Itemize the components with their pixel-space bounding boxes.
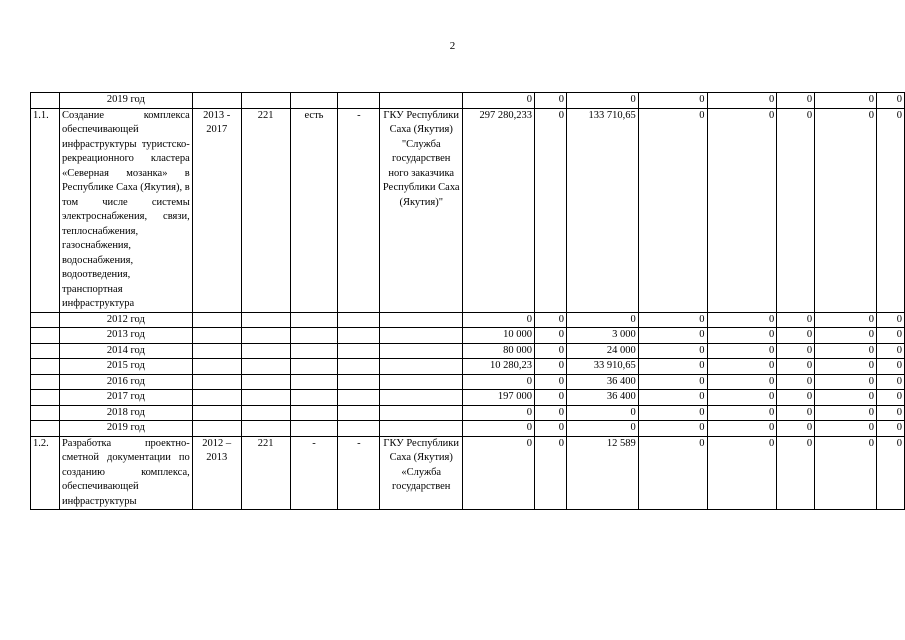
item-doc-status: есть [290,108,338,312]
empty-cell [241,343,290,359]
item-code: 221 [241,436,290,510]
value-cell: 0 [566,421,638,437]
empty-cell [290,405,338,421]
num-cell [31,374,60,390]
value-cell: 0 [707,359,777,375]
value-cell: 0 [535,108,567,312]
empty-cell [241,312,290,328]
value-cell: 0 [638,343,707,359]
year-row [31,390,905,406]
item-period: 2013 - 2017 [192,108,241,312]
value-cell: 0 [707,328,777,344]
empty-cell [338,390,380,406]
year-row [31,359,905,375]
year-row [31,312,905,328]
empty-cell [290,374,338,390]
value-cell: 0 [463,374,535,390]
num-cell [31,328,60,344]
value-cell: 0 [815,312,877,328]
value-cell: 0 [815,328,877,344]
empty-cell [192,390,241,406]
value-cell: 0 [876,343,904,359]
value-cell: 0 [707,93,777,109]
empty-cell [338,421,380,437]
empty-cell [290,328,338,344]
empty-cell [241,359,290,375]
value-cell: 0 [463,312,535,328]
value-cell: 0 [535,421,567,437]
value-cell: 0 [535,343,567,359]
empty-cell [192,421,241,437]
empty-cell [241,405,290,421]
year-cell: 2012 год [59,312,192,328]
empty-cell [338,328,380,344]
value-cell: 0 [815,405,877,421]
empty-cell [192,359,241,375]
value-cell: 0 [638,328,707,344]
value-cell: 0 [535,359,567,375]
value-cell: 0 [707,374,777,390]
empty-cell [241,328,290,344]
value-cell: 0 [638,312,707,328]
num-cell [31,93,60,109]
item-row [31,108,905,312]
value-cell: 0 [777,328,815,344]
value-cell: 0 [463,421,535,437]
budget-table [30,92,905,510]
year-row [31,328,905,344]
value-cell: 0 [638,93,707,109]
year-cell: 2019 год [59,421,192,437]
num-cell [31,421,60,437]
item-extra: - [338,108,380,312]
empty-cell [338,374,380,390]
year-row [31,421,905,437]
year-row [31,343,905,359]
value-cell: 0 [463,405,535,421]
item-number: 1.2. [31,436,60,510]
year-row [31,374,905,390]
empty-cell [380,328,463,344]
value-cell: 0 [876,108,904,312]
value-cell: 197 000 [463,390,535,406]
empty-cell [290,343,338,359]
value-cell: 133 710,65 [566,108,638,312]
value-cell: 0 [777,93,815,109]
empty-cell [192,312,241,328]
num-cell [31,312,60,328]
value-cell: 0 [777,359,815,375]
value-cell: 0 [876,374,904,390]
num-cell [31,359,60,375]
value-cell: 0 [815,436,877,510]
item-customer: ГКУ Республики Саха (Якутия) «Служба государствен [380,436,463,510]
empty-cell [290,93,338,109]
value-cell: 0 [876,93,904,109]
table-body [31,93,905,510]
value-cell: 0 [777,421,815,437]
empty-cell [192,374,241,390]
value-cell: 0 [638,421,707,437]
year-cell: 2019 год [59,93,192,109]
value-cell: 36 400 [566,374,638,390]
value-cell: 0 [876,421,904,437]
value-cell: 3 000 [566,328,638,344]
num-cell [31,343,60,359]
value-cell: 0 [815,390,877,406]
value-cell: 0 [707,108,777,312]
year-cell: 2018 год [59,405,192,421]
year-cell: 2017 год [59,390,192,406]
value-cell: 10 280,23 [463,359,535,375]
value-cell: 0 [815,343,877,359]
empty-cell [380,421,463,437]
empty-cell [380,312,463,328]
value-cell: 0 [535,93,567,109]
empty-cell [380,390,463,406]
empty-cell [241,390,290,406]
value-cell: 0 [638,405,707,421]
year-cell: 2013 год [59,328,192,344]
value-cell: 33 910,65 [566,359,638,375]
value-cell: 0 [777,374,815,390]
empty-cell [241,421,290,437]
value-cell: 0 [777,405,815,421]
value-cell: 0 [707,390,777,406]
value-cell: 0 [876,436,904,510]
value-cell: 0 [876,312,904,328]
value-cell: 0 [777,343,815,359]
empty-cell [338,405,380,421]
empty-cell [338,359,380,375]
value-cell: 80 000 [463,343,535,359]
value-cell: 0 [566,93,638,109]
empty-cell [338,312,380,328]
empty-cell [192,93,241,109]
value-cell: 0 [535,312,567,328]
value-cell: 0 [707,405,777,421]
value-cell: 0 [535,405,567,421]
value-cell: 0 [638,436,707,510]
empty-cell [290,359,338,375]
value-cell: 0 [815,421,877,437]
value-cell: 0 [876,405,904,421]
empty-cell [290,421,338,437]
value-cell: 0 [876,359,904,375]
value-cell: 0 [777,390,815,406]
page-number: 2 [449,40,456,52]
empty-cell [192,343,241,359]
value-cell: 0 [815,359,877,375]
value-cell: 0 [463,436,535,510]
year-cell: 2014 год [59,343,192,359]
value-cell: 0 [535,390,567,406]
item-name: Создание комплекса обеспечивающей инфраструктуры туристско-рекреационного кластера «Северная мозанка» в Республике Саха (Якутия), в том числе системы электроснабжения, связи, теплоснабжения, газоснабжения, водоснабжения, водоотведения, транспортная инфраструктура [59,108,192,312]
year-cell: 2015 год [59,359,192,375]
value-cell: 36 400 [566,390,638,406]
empty-cell [241,93,290,109]
item-number: 1.1. [31,108,60,312]
item-row [31,436,905,510]
num-cell [31,390,60,406]
value-cell: 0 [777,108,815,312]
item-name: Разработка проектно-сметной документации по созданию комплекса, обеспечивающей инфраструктуры [59,436,192,510]
value-cell: 0 [535,374,567,390]
empty-cell [380,343,463,359]
value-cell: 0 [815,374,877,390]
item-customer: ГКУ Республики Саха (Якутия) "Служба государствен ного заказчика Республики Саха (Якутия)" [380,108,463,312]
empty-cell [241,374,290,390]
year-row [31,93,905,109]
empty-cell [338,343,380,359]
value-cell: 0 [876,390,904,406]
empty-cell [192,328,241,344]
value-cell: 0 [463,93,535,109]
empty-cell [380,374,463,390]
empty-cell [380,405,463,421]
value-cell: 0 [777,436,815,510]
value-cell: 24 000 [566,343,638,359]
empty-cell [290,390,338,406]
value-cell: 0 [707,312,777,328]
value-cell: 0 [707,421,777,437]
value-cell: 0 [638,359,707,375]
value-cell: 0 [638,390,707,406]
empty-cell [380,93,463,109]
value-cell: 297 280,233 [463,108,535,312]
value-cell: 0 [707,343,777,359]
item-extra: - [338,436,380,510]
item-period: 2012 – 2013 [192,436,241,510]
value-cell: 10 000 [463,328,535,344]
value-cell: 12 589 [566,436,638,510]
value-cell: 0 [777,312,815,328]
value-cell: 0 [535,436,567,510]
empty-cell [338,93,380,109]
year-cell: 2016 год [59,374,192,390]
value-cell: 0 [638,374,707,390]
value-cell: 0 [815,93,877,109]
value-cell: 0 [876,328,904,344]
item-doc-status: - [290,436,338,510]
value-cell: 0 [566,405,638,421]
value-cell: 0 [566,312,638,328]
value-cell: 0 [535,328,567,344]
empty-cell [290,312,338,328]
empty-cell [192,405,241,421]
empty-cell [380,359,463,375]
num-cell [31,405,60,421]
item-code: 221 [241,108,290,312]
value-cell: 0 [815,108,877,312]
year-row [31,405,905,421]
value-cell: 0 [707,436,777,510]
value-cell: 0 [638,108,707,312]
